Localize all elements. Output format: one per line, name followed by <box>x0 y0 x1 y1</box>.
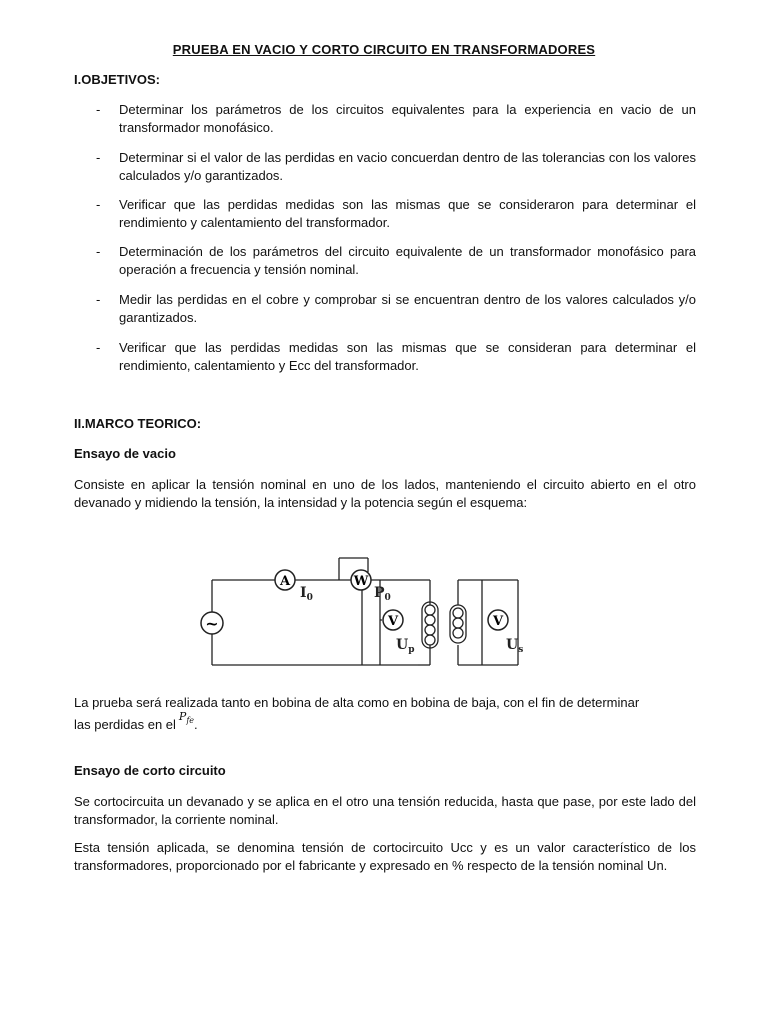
objective-text: Medir las perdidas en el cobre y comprobar si se encuentran dentro de los valores calculados y/o garantizados. <box>119 292 696 325</box>
secondary-voltmeter-icon <box>488 610 508 630</box>
prueba-line-2 <box>74 709 696 736</box>
objective-text: Determinar los parámetros de los circuitos equivalentes para la experiencia en vacio de un transformador monofásico. <box>119 102 696 135</box>
list-dash: - <box>96 244 101 259</box>
circuit-diagram <box>200 550 530 670</box>
objective-item-2 <box>74 149 696 184</box>
objective-text: Determinar si el valor de las perdidas en vacio concuerdan dentro de las tolerancias con los valores calculados y/o garantizados. <box>119 150 696 183</box>
wattmeter-icon <box>351 570 371 590</box>
svg-text:W: W <box>353 574 369 589</box>
list-dash: - <box>96 197 101 212</box>
theory-heading: II.MARCO TEORICO: <box>74 416 202 431</box>
us-label: $U_s$ <box>506 637 524 655</box>
objective-item-5 <box>74 291 696 326</box>
objective-text: Verificar que las perdidas medidas son las mismas que se consideran para determinar el rendimiento, calentamiento y Ecc del transformador. <box>119 340 696 373</box>
i0-label: $I_0$ <box>300 585 313 603</box>
objective-item-1 <box>74 101 696 136</box>
svg-text:A: A <box>279 574 291 589</box>
prueba-end: . <box>194 716 198 732</box>
ac-source-icon <box>201 612 223 634</box>
prueba-text: las perdidas en el <box>74 716 176 732</box>
prueba-line-1: La prueba será realizada tanto en bobina de alta como en bobina de baja, con el fin de determinar <box>74 695 640 710</box>
up-label: $U_p$ <box>396 637 415 655</box>
cc-paragraph-1: Se cortocircuita un devanado y se aplica en el otro una tensión reducida, hasta que pase, por este lado del transformador, la corriente nominal. <box>74 794 696 827</box>
objective-text: Verificar que las perdidas medidas son las mismas que se consideraron para determinar el rendimiento y calentamiento del transformador. <box>119 197 696 230</box>
list-dash: - <box>96 150 101 165</box>
objective-item-4 <box>74 243 696 278</box>
objective-text: Determinación de los parámetros del circuito equivalente de un transformador monofásico para operación a frecuencia y tensión nominal. <box>119 244 696 277</box>
list-dash: - <box>96 102 101 117</box>
objective-item-3 <box>74 196 696 231</box>
cc-paragraph-2: Esta tensión aplicada, se denomina tensión de cortocircuito Ucc y es un valor característico de los transformadores, proporcionado por el fabricante y expresado en % respecto de la tensión nominal Un. <box>74 840 696 873</box>
list-dash: - <box>96 340 101 355</box>
list-dash: - <box>96 292 101 307</box>
prueba-paragraph <box>74 694 696 735</box>
svg-text:~: ~ <box>205 614 219 633</box>
svg-text:V: V <box>387 614 399 629</box>
objectives-heading: I.OBJETIVOS: <box>74 72 160 87</box>
primary-voltmeter-icon <box>383 610 403 630</box>
document-title: PRUEBA EN VACIO Y CORTO CIRCUITO EN TRANSFORMADORES <box>172 42 596 57</box>
ammeter-icon <box>275 570 295 590</box>
svg-text:V: V <box>492 614 504 629</box>
objective-item-6 <box>74 339 696 374</box>
pfe-symbol: Pfe <box>178 709 195 725</box>
vacio-paragraph: Consiste en aplicar la tensión nominal en uno de los lados, manteniendo el circuito abierto en el otro devanado y midiendo la tensión, la intensidad y la potencia según el esquema: <box>74 477 696 510</box>
cc-heading: Ensayo de corto circuito <box>74 763 226 778</box>
p0-label: $P_0$ <box>374 585 391 603</box>
vacio-heading: Ensayo de vacio <box>74 446 176 461</box>
